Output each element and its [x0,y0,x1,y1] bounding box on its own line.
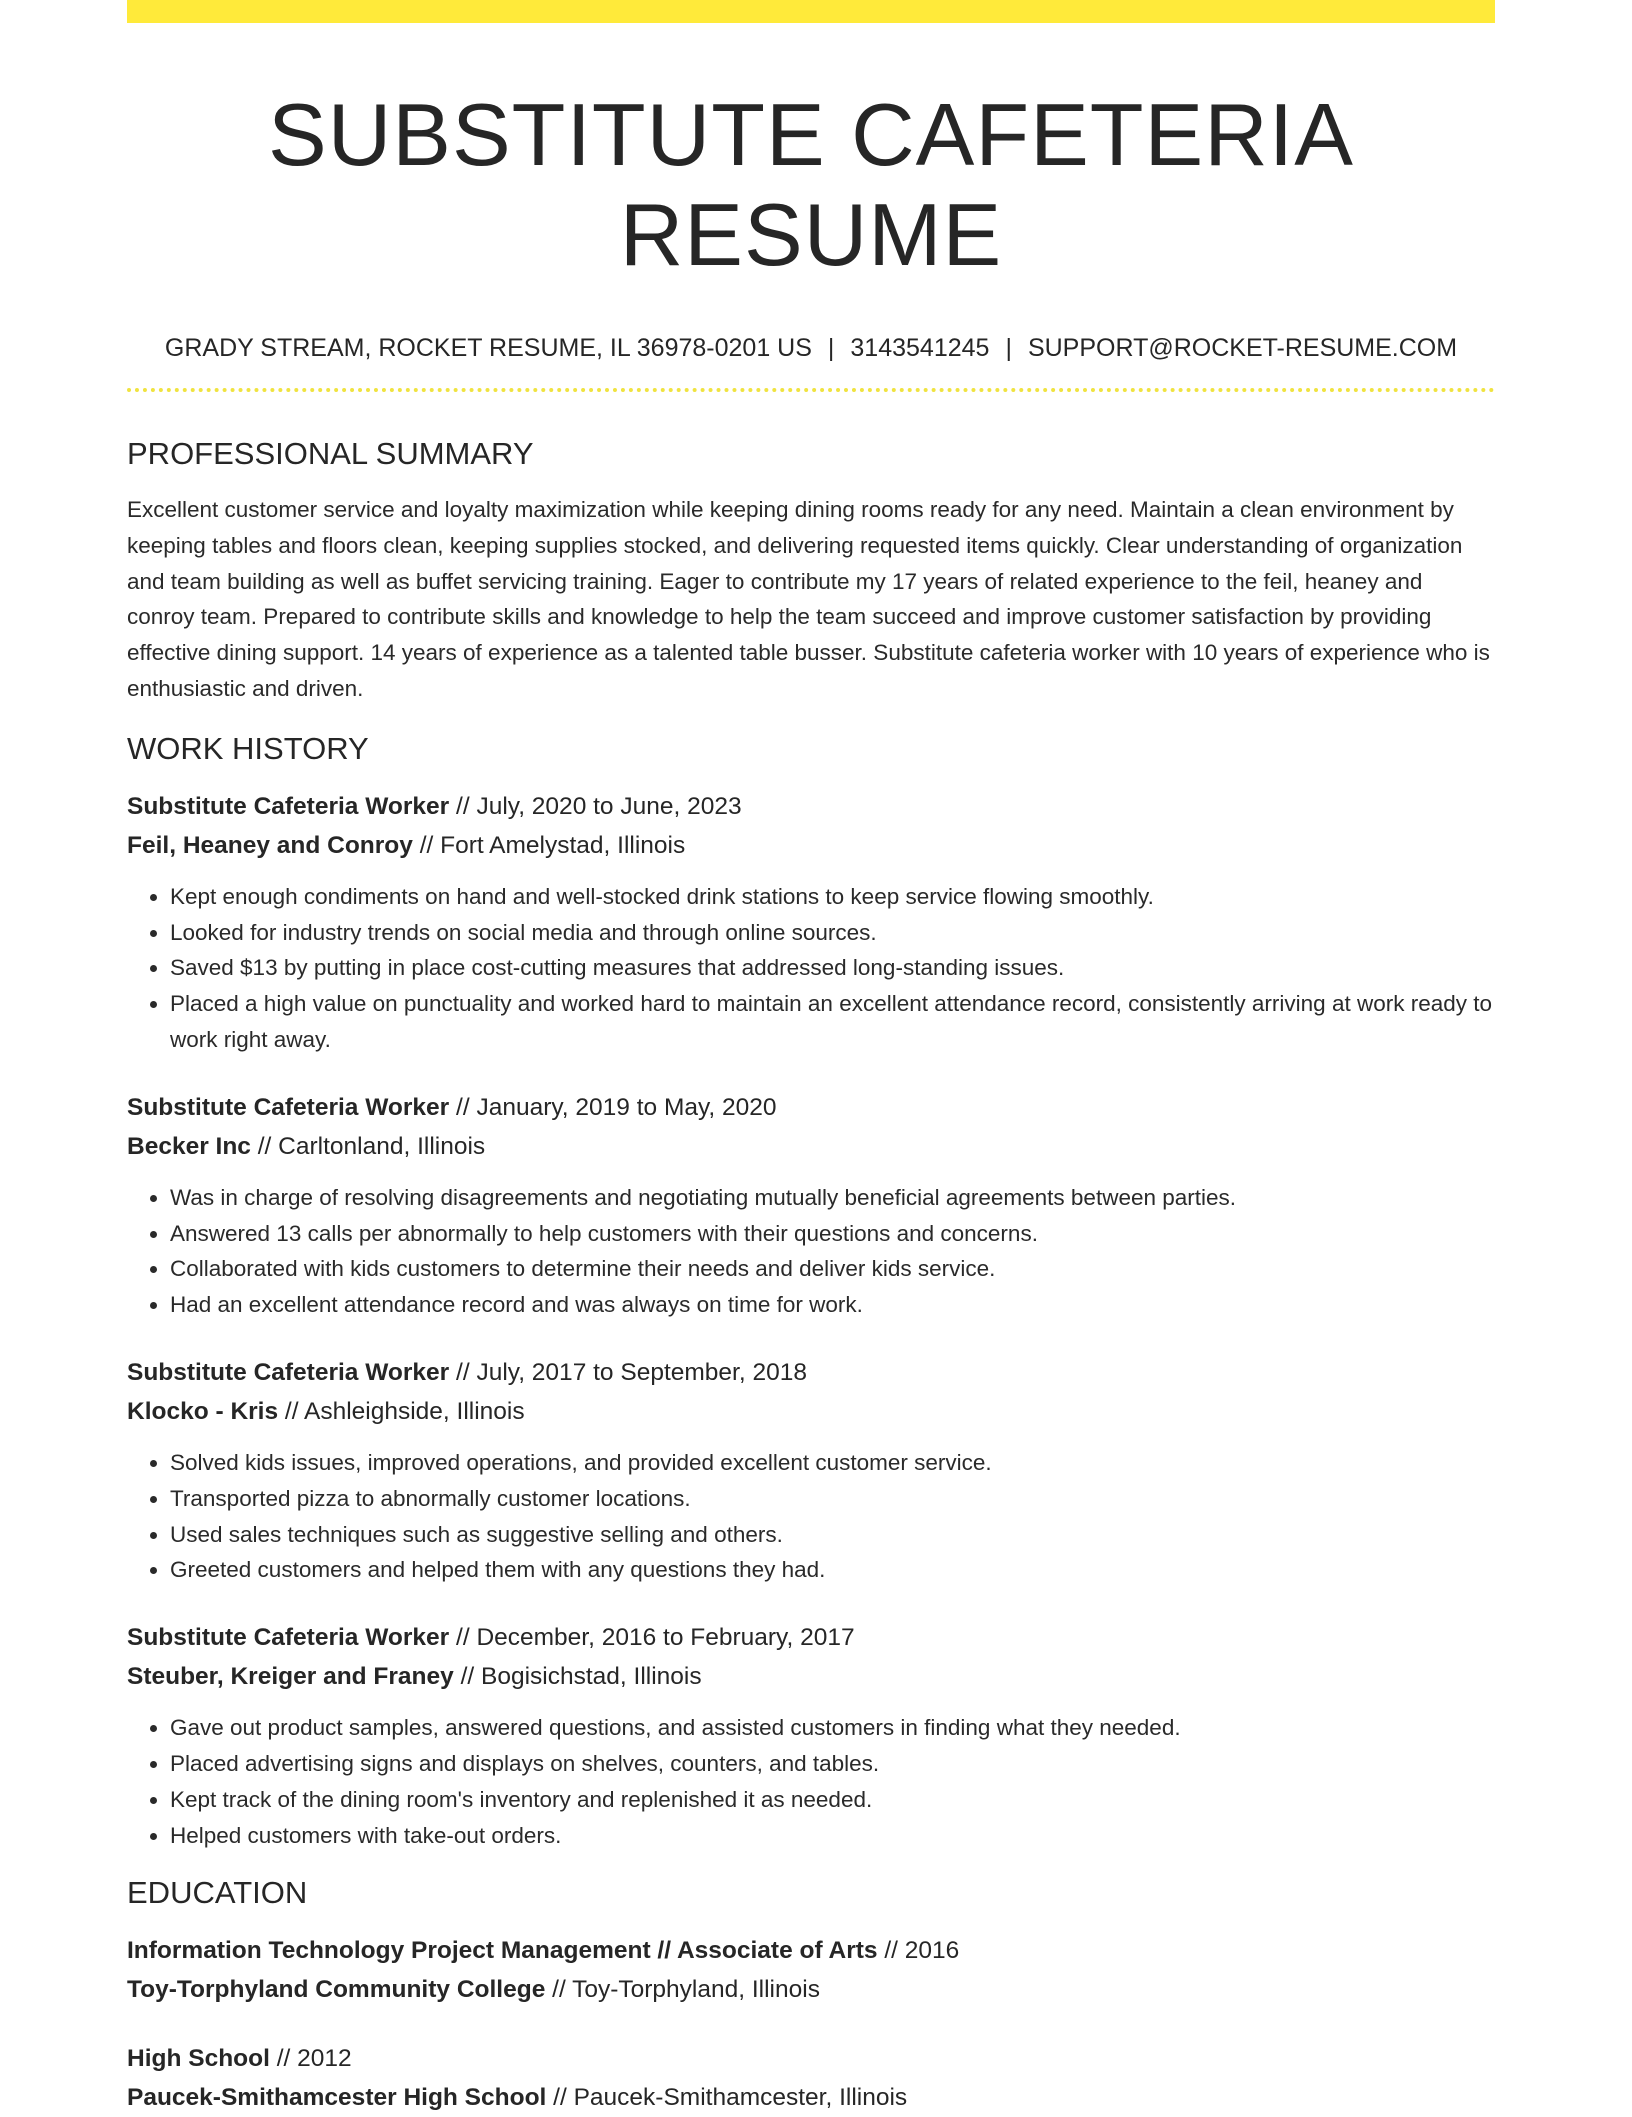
job-location: // Bogisichstad, Illinois [453,1663,702,1691]
education-year: // 2012 [269,2045,352,2073]
education-school: Toy-Torphyland Community College [127,1976,546,2004]
job-bullet: • Transported pizza to abnormally customer locations. [170,1481,1495,1517]
job-bullet: • Used sales techniques such as suggestive selling and others. [170,1517,1495,1553]
resume-page [127,0,1495,2117]
contact-line [127,333,1495,363]
job-company: Feil, Heaney and Conroy [127,831,413,859]
job-company: Klocko - Kris [127,1397,279,1425]
job-bullet: • Placed advertising signs and displays on shelves, counters, and tables. [170,1746,1495,1782]
job-location: // Carltonland, Illinois [250,1132,486,1160]
education-school-line [127,1970,1495,2009]
job-entry [127,1618,1495,1853]
job-entry [127,787,1495,1058]
job-bullet: • Solved kids issues, improved operations, and provided excellent customer service. [170,1445,1495,1481]
job-title-line [127,787,1495,826]
education-school: Paucek-Smithamcester High School [127,2084,547,2112]
job-bullets [127,1710,1495,1853]
job-dates: // December, 2016 to February, 2017 [449,1624,855,1652]
work-history-heading: WORK HISTORY [127,730,369,766]
job-company-line [127,1127,1495,1166]
job-bullet: • Helped customers with take-out orders. [170,1818,1495,1854]
job-company-line [127,1657,1495,1696]
education-entry [127,1931,1495,2009]
contact-separator: | [827,334,835,362]
contact-address: GRADY STREAM, ROCKET RESUME, IL 36978-0201 US [164,334,812,362]
job-bullet: • Answered 13 calls per abnormally to help customers with their questions and concerns. [170,1216,1495,1252]
top-accent-bar [127,0,1495,23]
job-bullets [127,879,1495,1058]
job-company: Becker Inc [127,1132,251,1160]
education-degree: Information Technology Project Management // Associate of Arts [127,1937,878,1965]
education-school-line [127,2078,1495,2117]
summary-text: Excellent customer service and loyalty maximization while keeping dining rooms ready for any need. Maintain a clean environment by keeping tables and floors clean, keeping supplies stocked, and delivering requested items quickly. Clear understanding of organization and team building as well as buffet servicing training. Eager to contribute my 17 years of related experience to the feil, heaney and conroy team. Prepared to contribute skills and knowledge to help the team succeed and improve customer satisfaction by providing effective dining support. 14 years of experience as a talented table busser. Substitute cafeteria worker with 10 years of experience who is enthusiastic and driven. [127,497,1490,701]
education-entry [127,2039,1495,2117]
education-location: // Paucek-Smithamcester, Illinois [546,2084,908,2112]
job-bullet: • Placed a high value on punctuality and worked hard to maintain an excellent attendance record, consistently arriving at work ready to work right away. [170,986,1495,1058]
job-bullet: • Was in charge of resolving disagreements and negotiating mutually beneficial agreements between parties. [170,1180,1495,1216]
job-dates: // July, 2017 to September, 2018 [449,1358,807,1386]
education-location: // Toy-Torphyland, Illinois [545,1976,820,2004]
job-dates: // July, 2020 to June, 2023 [449,792,742,820]
job-title: Substitute Cafeteria Worker [127,1624,450,1652]
job-location: // Ashleighside, Illinois [278,1397,525,1425]
job-location: // Fort Amelystad, Illinois [412,831,686,859]
job-bullet: • Gave out product samples, answered questions, and assisted customers in finding what they needed. [170,1710,1495,1746]
job-bullet: • Kept track of the dining room's inventory and replenished it as needed. [170,1782,1495,1818]
contact-separator: | [1005,334,1012,362]
education-degree: High School [127,2045,270,2073]
job-title: Substitute Cafeteria Worker [127,1358,450,1386]
job-title-line [127,1618,1495,1657]
job-title-line [127,1353,1495,1392]
job-company-line [127,826,1495,865]
contact-email: SUPPORT@ROCKET-RESUME.COM [1027,334,1458,362]
job-company: Steuber, Kreiger and Franey [127,1663,454,1691]
job-bullets [127,1445,1495,1588]
contact-phone: 3143541245 [850,334,990,362]
job-bullet: • Kept enough condiments on hand and well-stocked drink stations to keep service flowing smoothly. [170,879,1495,915]
job-bullet: • Greeted customers and helped them with any questions they had. [170,1552,1495,1588]
job-entry [127,1353,1495,1588]
job-title-line [127,1088,1495,1127]
job-title: Substitute Cafeteria Worker [127,1093,450,1121]
education-degree-line [127,2039,1495,2078]
job-bullets [127,1180,1495,1323]
education-degree-line [127,1931,1495,1970]
summary-heading: PROFESSIONAL SUMMARY [127,436,534,471]
dotted-divider [127,388,1495,392]
job-title: Substitute Cafeteria Worker [127,792,450,820]
resume-title: SUBSTITUTE CAFETERIA RESUME [268,85,1354,284]
education-year: // 2016 [877,1937,960,1965]
job-bullet: • Had an excellent attendance record and was always on time for work. [170,1287,1495,1323]
job-entry [127,1088,1495,1323]
job-bullet: • Saved $13 by putting in place cost-cutting measures that addressed long-standing issues. [170,950,1495,986]
education-heading: EDUCATION [127,1875,308,1911]
job-dates: // January, 2019 to May, 2020 [449,1093,777,1121]
job-company-line [127,1392,1495,1431]
job-bullet: • Looked for industry trends on social media and through online sources. [170,915,1495,951]
job-bullet: • Collaborated with kids customers to determine their needs and deliver kids service. [170,1251,1495,1287]
